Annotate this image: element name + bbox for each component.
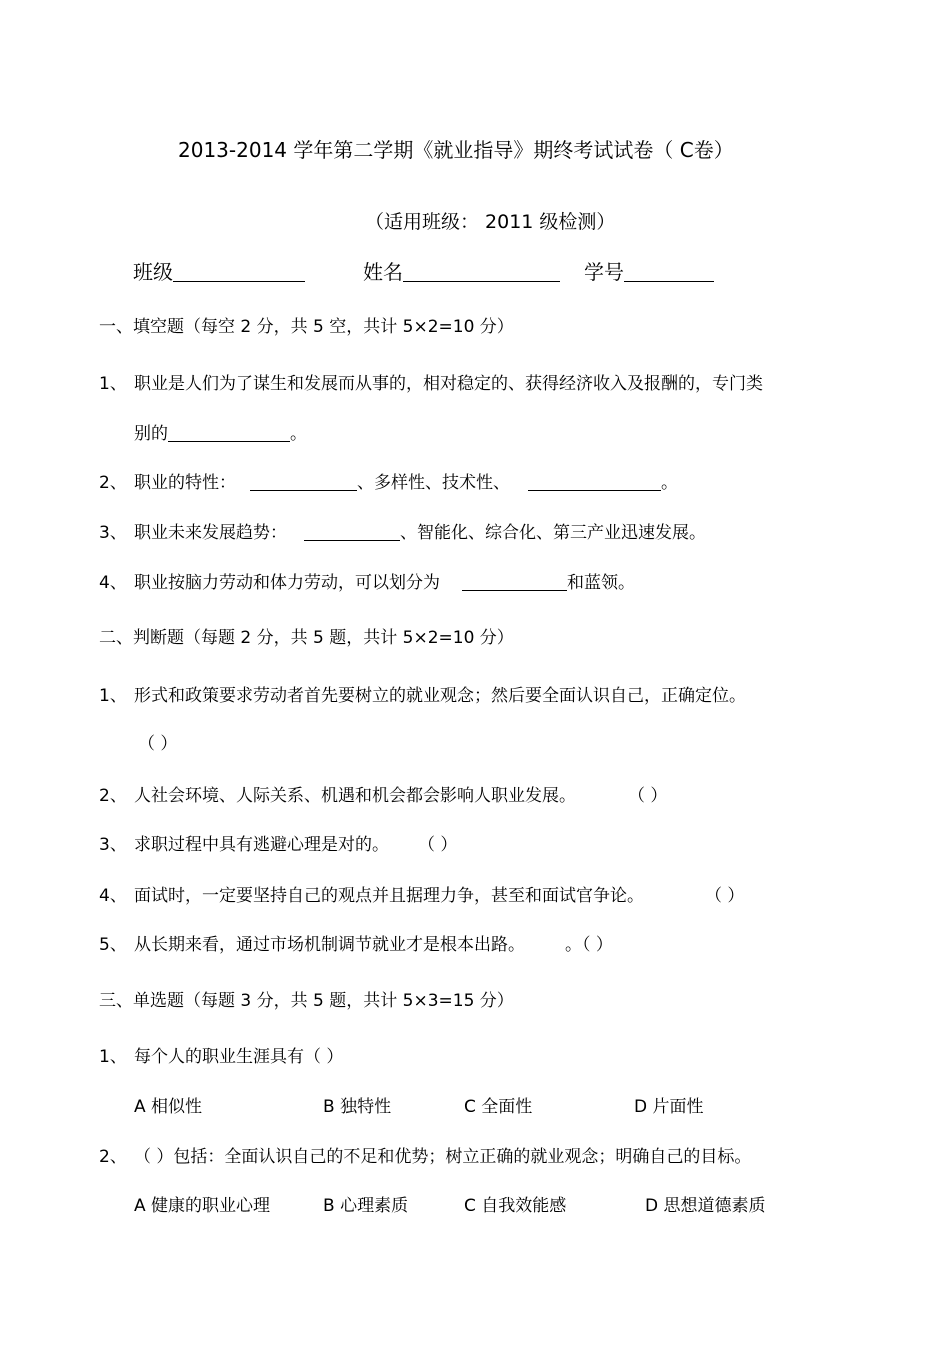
answer-blank[interactable]: [462, 572, 567, 591]
section-heading: 三、单选题（每题 3 分，共 5 题，共计 5×3=15 分）: [99, 991, 514, 1011]
question-line: [134, 472, 678, 494]
option-b[interactable]: B 心理素质: [323, 1196, 409, 1216]
answer-parentheses[interactable]: （ ）: [138, 734, 178, 754]
exam-title: 2013-2014 学年第二学期《就业指导》期终考试试卷（ C卷）: [178, 138, 734, 162]
student-id-label: 学号: [584, 260, 624, 284]
option-b[interactable]: B 独特性: [323, 1097, 392, 1117]
answer-parentheses[interactable]: （ ）: [628, 786, 668, 806]
question-number: 2、: [99, 473, 127, 493]
answer-blank[interactable]: [528, 472, 661, 491]
question-line: [134, 522, 706, 544]
answer-parentheses[interactable]: （ ）: [418, 835, 458, 855]
question-text: 、智能化、综合化、第三产业迅速发展。: [400, 523, 706, 543]
option-a[interactable]: A 健康的职业心理: [134, 1196, 271, 1216]
question-text: 从长期来看，通过市场机制调节就业才是根本出路。: [134, 935, 525, 955]
question-text: 人社会环境、人际关系、机遇和机会都会影响人职业发展。: [134, 786, 576, 806]
question-text: （ ）包括：全面认识自己的不足和优势；树立正确的就业观念；明确自己的目标。: [134, 1147, 752, 1167]
student-info-row: [133, 259, 714, 285]
question-number: 5、: [99, 935, 127, 955]
question-number: 4、: [99, 886, 127, 906]
question-line: [134, 572, 635, 594]
option-d[interactable]: D 思想道德素质: [645, 1196, 766, 1216]
answer-parentheses[interactable]: （ ）: [705, 886, 745, 906]
question-text: 求职过程中具有逃避心理是对的。: [134, 835, 389, 855]
question-number: 2、: [99, 1147, 127, 1167]
question-text: 职业未来发展趋势：: [134, 523, 287, 543]
option-a[interactable]: A 相似性: [134, 1097, 203, 1117]
question-number: 1、: [99, 1047, 127, 1067]
question-text: 。: [290, 424, 307, 444]
question-text: 职业的特性：: [134, 473, 236, 493]
class-field[interactable]: [173, 263, 305, 282]
question-number: 3、: [99, 835, 127, 855]
question-number: 3、: [99, 523, 127, 543]
class-label: 班级: [133, 260, 173, 284]
question-text: 和蓝领。: [567, 573, 635, 593]
question-text: 每个人的职业生涯具有（ ）: [134, 1047, 344, 1067]
question-text: 形式和政策要求劳动者首先要树立的就业观念；然后要全面认识自己，正确定位。: [134, 686, 746, 706]
question-continuation: [134, 423, 307, 445]
question-number: 2、: [99, 786, 127, 806]
answer-blank[interactable]: [250, 472, 357, 491]
answer-parentheses[interactable]: 。（ ）: [565, 935, 613, 955]
question-text: 、多样性、技术性、: [357, 473, 510, 493]
student-id-field[interactable]: [624, 263, 714, 282]
question-text: 职业按脑力劳动和体力劳动，可以划分为: [134, 573, 440, 593]
name-label: 姓名: [363, 260, 403, 284]
exam-subtitle: （适用班级： 2011 级检测）: [365, 211, 616, 233]
question-number: 4、: [99, 573, 127, 593]
section-heading: 一、填空题（每空 2 分，共 5 空，共计 5×2=10 分）: [99, 317, 514, 337]
name-field[interactable]: [403, 263, 560, 282]
question-text: 职业是人们为了谋生和发展而从事的，相对稳定的、获得经济收入及报酬的，专门类: [134, 374, 763, 394]
question-number: 1、: [99, 374, 127, 394]
question-text: 别的: [134, 424, 168, 444]
answer-blank[interactable]: [168, 423, 290, 442]
question-number: 1、: [99, 686, 127, 706]
option-c[interactable]: C 自我效能感: [464, 1196, 567, 1216]
question-text: 面试时，一定要坚持自己的观点并且据理力争，甚至和面试官争论。: [134, 886, 644, 906]
section-heading: 二、判断题（每题 2 分，共 5 题，共计 5×2=10 分）: [99, 628, 514, 648]
option-d[interactable]: D 片面性: [634, 1097, 704, 1117]
answer-blank[interactable]: [304, 522, 400, 541]
question-text: 。: [661, 473, 678, 493]
option-c[interactable]: C 全面性: [464, 1097, 533, 1117]
